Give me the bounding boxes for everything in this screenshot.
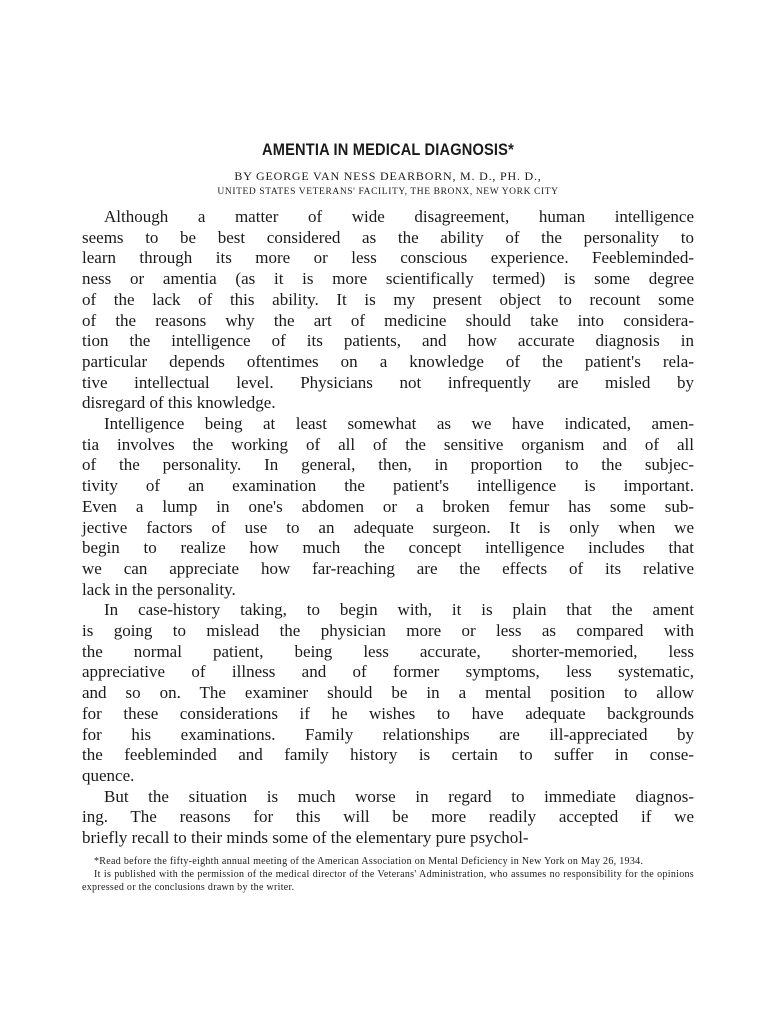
- article-title: AMENTIA IN MEDICAL DIAGNOSIS*: [262, 140, 514, 159]
- text-line: jective factors of use to an adequate surgeon. It is only when we: [82, 517, 694, 537]
- text-line: lack in the personality.: [82, 579, 236, 599]
- body-paragraph: [82, 600, 694, 786]
- text-line: for his examinations. Family relationships are ill-appreciated by: [82, 724, 694, 744]
- text-line: Even a lump in one's abdomen or a broken femur has some sub-: [82, 496, 694, 516]
- text-line: begin to realize how much the concept intelligence includes that: [82, 538, 694, 558]
- text-line: But the situation is much worse in regard to immediate diagnos-: [104, 786, 694, 806]
- text-line: learn through its more or less conscious experience. Feebleminded-: [82, 248, 694, 268]
- article-body: [82, 207, 694, 849]
- footnote-presentation: *Read before the fifty-eighth annual meeting of the American Association on Mental Deficiency in New York on May 26, 1934.: [94, 855, 644, 867]
- text-line: of the reasons why the art of medicine should take into considera-: [82, 310, 694, 330]
- text-line: ness or amentia (as it is more scientifically termed) is some degree: [82, 269, 694, 289]
- text-line: of the lack of this ability. It is my present object to recount some: [82, 289, 694, 309]
- text-line: the normal patient, being less accurate, shorter-memoried, less: [82, 641, 694, 661]
- author-affiliation: UNITED STATES VETERANS' FACILITY, THE BRONX, NEW YORK CITY: [217, 187, 559, 197]
- author-byline: BY GEORGE VAN NESS DEARBORN, M. D., PH. D.,: [234, 169, 542, 183]
- text-line: briefly recall to their minds some of the elementary pure psychol-: [82, 828, 529, 848]
- footnote-permission: It is published with the permission of the medical director of the Veterans' Administration, who assumes no responsibility for the opinions expressed or the conclusions drawn by the writer.: [82, 868, 694, 893]
- body-paragraph: [82, 207, 694, 414]
- body-paragraph: [82, 414, 694, 600]
- text-line: we can appreciate how far-reaching are the effects of its relative: [82, 558, 694, 578]
- text-line: particular depends oftentimes on a knowledge of the patient's rela-: [82, 351, 694, 371]
- text-line: the feebleminded and family history is certain to suffer in conse-: [82, 745, 694, 765]
- footnotes: [82, 855, 694, 894]
- article-page: [82, 140, 694, 894]
- text-line: seems to be best considered as the ability of the personality to: [82, 227, 694, 247]
- text-line: tive intellectual level. Physicians not infrequently are misled by: [82, 372, 694, 392]
- text-line: Intelligence being at least somewhat as we have indicated, amen-: [104, 414, 694, 434]
- text-line: In case-history taking, to begin with, it is plain that the ament: [104, 600, 694, 620]
- text-line: and so on. The examiner should be in a mental position to allow: [82, 683, 694, 703]
- body-paragraph: [82, 787, 694, 849]
- text-line: of the personality. In general, then, in proportion to the subjec-: [82, 455, 694, 475]
- text-line: disregard of this knowledge.: [82, 393, 276, 413]
- text-line: is going to mislead the physician more or less as compared with: [82, 621, 694, 641]
- text-line: ing. The reasons for this will be more readily accepted if we: [82, 807, 694, 827]
- text-line: tivity of an examination the patient's intelligence is important.: [82, 476, 694, 496]
- text-line: Although a matter of wide disagreement, human intelligence: [104, 207, 694, 226]
- text-line: for these considerations if he wishes to have adequate backgrounds: [82, 703, 694, 723]
- text-line: appreciative of illness and of former symptoms, less systematic,: [82, 662, 694, 682]
- text-line: tia involves the working of all of the sensitive organism and of all: [82, 434, 694, 454]
- text-line: tion the intelligence of its patients, and how accurate diagnosis in: [82, 331, 694, 351]
- text-line: quence.: [82, 765, 135, 785]
